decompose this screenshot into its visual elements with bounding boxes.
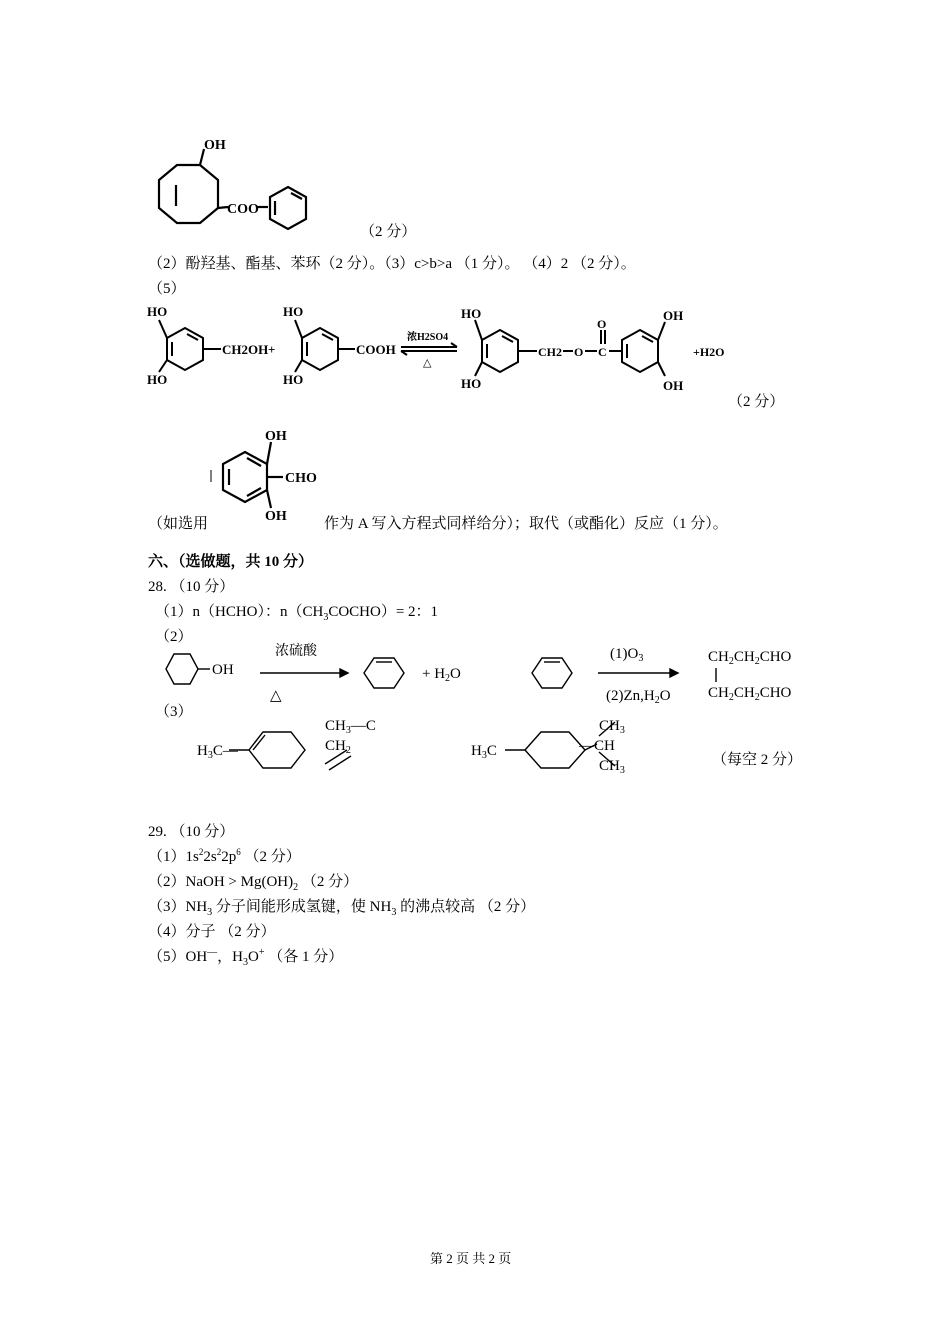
chem-zn-h2o: $(2)Zn,H_2O$ — [606, 688, 671, 706]
q28-3-label: （3） — [155, 704, 193, 720]
phenyl-salicylate-structure — [148, 135, 348, 245]
chem-cho: CHO — [285, 471, 317, 486]
chem-oh-alt-bottom: OH — [265, 509, 287, 524]
chem-ch2oh: CH2OH — [222, 342, 269, 357]
chem-ho-2b: HO — [283, 372, 304, 387]
q28-1: （1）n（HCHO）：$n(CH_3COCHO)= 2$：1 — [155, 604, 439, 623]
chem-ch: —CH — [579, 738, 615, 754]
chem-oh-4b: OH — [663, 378, 684, 393]
q1-score: （2 分） — [360, 224, 417, 240]
chem-cooh: COOH — [356, 342, 396, 357]
q29-1: $(1)1s^22s^22p^6$ （2 分） — [148, 847, 301, 865]
chem-oh-cyclohexanol: OH — [212, 662, 234, 678]
chem-plus-h2o-2: + $H_2O$ — [422, 666, 461, 684]
alt-suffix: 作为 A 写入方程式同样给分）；取代（或酯化）反应（1 分）。 — [324, 516, 728, 532]
q29-title: 29. （10 分） — [148, 824, 235, 840]
q29-2: （2）NaOH > $Mg(OH)_2$ （2 分） — [148, 874, 359, 893]
chem-ch2-b: $CH_2$ — [325, 738, 351, 756]
chem-coo-label: COO — [227, 202, 259, 217]
chem-o-top: O — [597, 317, 607, 331]
chem-h3c-left: $H_3C—$ — [197, 743, 238, 761]
esterification-equation — [145, 300, 765, 400]
q29-4: （4）分子 （2 分） — [148, 924, 276, 940]
chem-o: O — [574, 345, 584, 359]
chem-c: C — [598, 345, 607, 359]
dehydration-ozonolysis-scheme — [150, 640, 830, 710]
chem-plus-h2o: +H2O — [693, 345, 725, 359]
page-footer: 第 2 页 共 2 页 — [430, 1251, 512, 1266]
chem-conc-acid: 浓硫酸 — [275, 644, 317, 659]
chem-plus: + — [268, 342, 276, 357]
q29-3: $(3)NH_3$ 分子间能形成氢键，使 $NH_3$ 的沸点较高 （2 分） — [148, 899, 536, 918]
chem-ho-2a: HO — [283, 304, 304, 319]
chem-product-top: $CH_2CH_2CHO$ — [708, 649, 792, 667]
chem-ho-1a: HO — [147, 304, 168, 319]
chem-oh-4a: OH — [663, 308, 684, 323]
chem-o3: $(1)O_3$ — [610, 646, 644, 664]
section-six-title: 六、（选做题，共 10 分） — [148, 554, 314, 570]
q29-5: （5）OH—，$H_3O^+$ （各 1 分） — [148, 947, 344, 968]
answer-line-2: （2）酚羟基、酯基、苯环（2 分）。（3）c>b>a （1 分）。 （4）2 （2 分）。 — [148, 256, 636, 272]
q28-score: （每空 2 分） — [712, 752, 803, 768]
chem-h3c-right: $H_3C$ — [471, 743, 497, 761]
chem-ho-1b: HO — [147, 372, 168, 387]
chem-oh-label: OH — [204, 138, 226, 153]
q5-score: （2 分） — [728, 394, 785, 410]
chem-ho-3a: HO — [461, 306, 482, 321]
q28-2-label: （2） — [155, 629, 193, 645]
chem-ch2: CH2 — [538, 345, 562, 359]
chem-heat-triangle-2: △ — [270, 688, 282, 704]
chem-ch3-top: $CH_3$ — [599, 718, 625, 736]
chem-ch3-c: $CH_3—C$ — [325, 718, 376, 736]
chem-product-bottom: $CH_2CH_2CHO$ — [708, 685, 792, 703]
chem-ho-3b: HO — [461, 376, 482, 391]
chem-ch3-bottom: $CH_3$ — [599, 758, 625, 776]
answer-line-5-label: （5） — [148, 281, 186, 297]
chem-heat-triangle: △ — [423, 357, 432, 369]
alt-aldehyde-structure — [205, 422, 335, 522]
chem-h2so4-condition: 浓H2SO4 — [407, 332, 449, 343]
alt-prefix: （如选用 — [148, 516, 209, 532]
chem-oh-alt-top: OH — [265, 429, 287, 444]
q28-title: 28. （10 分） — [148, 579, 235, 595]
